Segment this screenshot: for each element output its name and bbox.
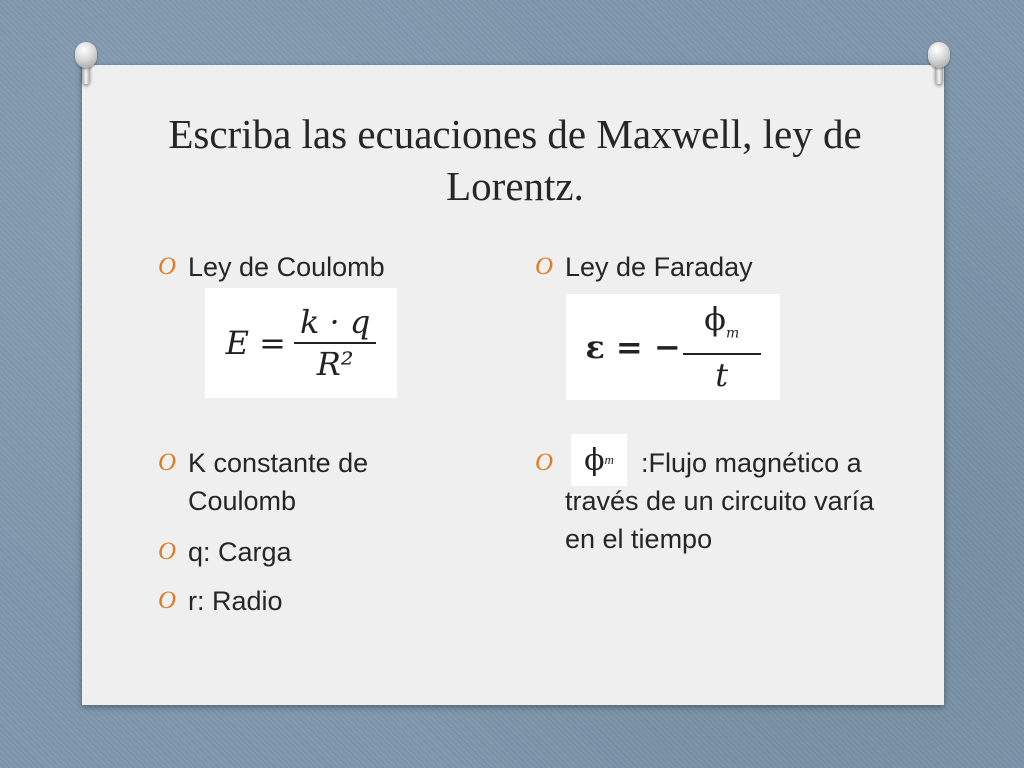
formula-lhs: ε = − xyxy=(585,328,681,366)
formula-numerator: k · q xyxy=(299,303,371,341)
formula-denominator: t xyxy=(715,356,729,395)
pushpin-right-icon xyxy=(928,42,950,86)
formula-lhs: E = xyxy=(225,324,286,362)
bullet-marker-icon: O xyxy=(535,253,554,280)
bullet-q-carga xyxy=(158,533,292,571)
bullet-r-radio xyxy=(158,582,283,620)
bullet-text: q: Carga xyxy=(188,537,292,567)
formula-fraction xyxy=(683,299,761,395)
bullet-marker-icon: O xyxy=(535,449,554,476)
bullet-text: Ley de Coulomb xyxy=(188,252,385,282)
faraday-formula xyxy=(566,294,780,400)
pushpin-left-icon xyxy=(75,42,97,86)
bullet-marker-icon: O xyxy=(158,538,177,565)
bullet-ley-de-faraday xyxy=(535,248,753,286)
bullet-text: r: Radio xyxy=(188,586,283,616)
bullet-phi-marker xyxy=(535,444,565,482)
bullet-text: Ley de Faraday xyxy=(565,252,753,282)
bullet-ley-de-coulomb xyxy=(158,248,385,286)
slide-title: Escriba las ecuaciones de Maxwell, ley de Lorentz. xyxy=(168,111,862,209)
formula-numerator: $\phi_m$ xyxy=(704,299,740,342)
bullet-text: :Flujo magnético a través de un circuito varía en el tiempo xyxy=(565,448,875,554)
bullet-text: K constante de Coulomb xyxy=(188,448,369,516)
formula-fraction xyxy=(294,302,376,384)
bullet-marker-icon: O xyxy=(158,449,177,476)
coulomb-formula xyxy=(205,288,397,398)
formula-denominator: R² xyxy=(316,345,354,383)
bullet-marker-icon: O xyxy=(158,587,177,614)
bullet-flujo-magnetico xyxy=(565,444,885,558)
bullet-marker-icon: O xyxy=(158,253,177,280)
flux-symbol: ϕ m xyxy=(571,434,627,486)
bullet-k-constante xyxy=(158,444,438,520)
